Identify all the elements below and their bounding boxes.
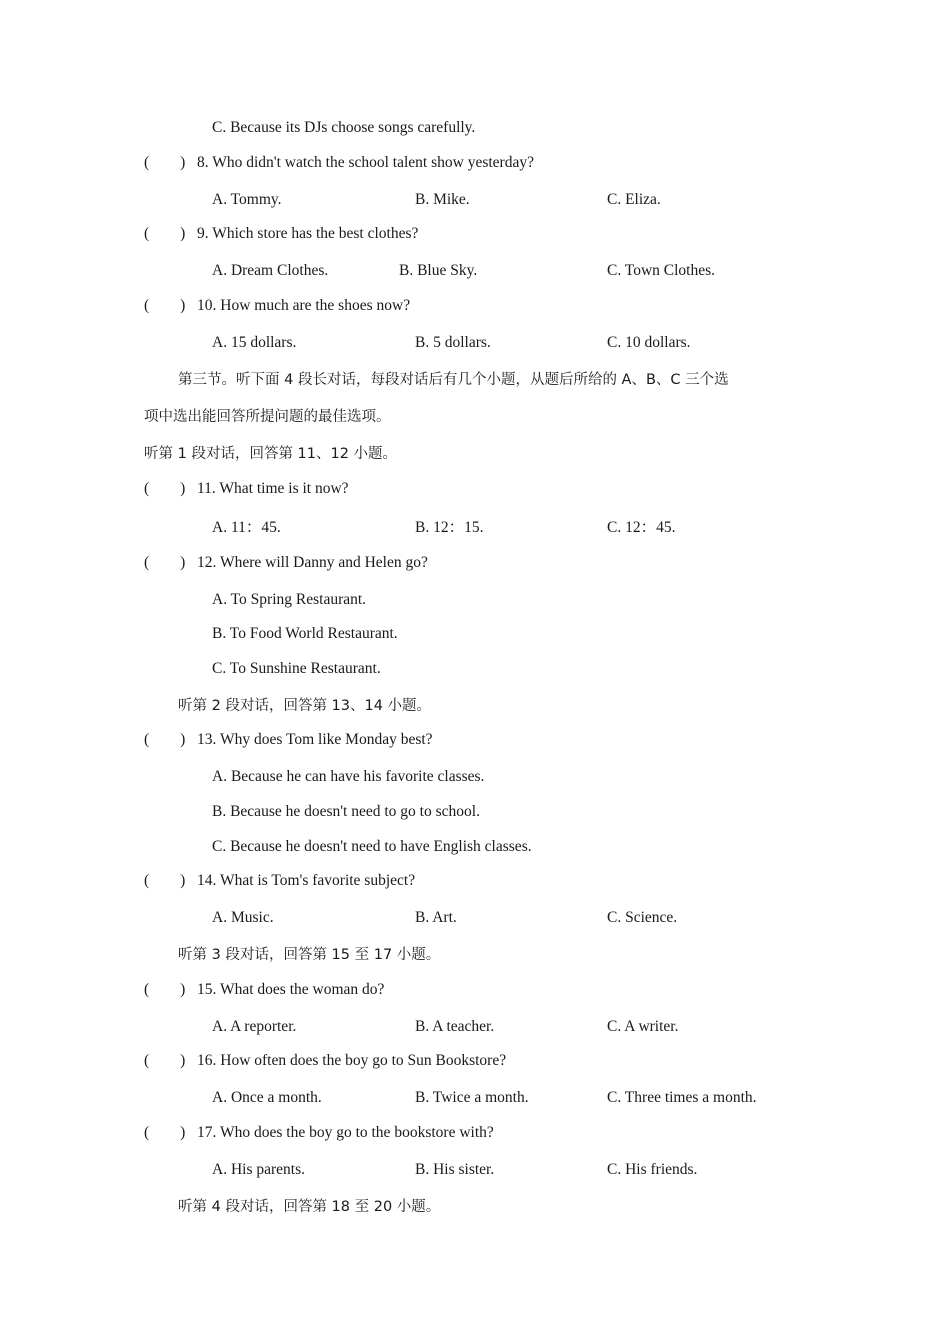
q17-option-c: C. His friends.: [607, 1161, 698, 1178]
q11-answer-blank: ( ): [144, 480, 186, 497]
q16-option-b: B. Twice a month.: [415, 1089, 529, 1106]
q15-question: 15. What does the woman do?: [197, 981, 385, 998]
q16-question: 16. How often does the boy go to Sun Bookstore?: [197, 1052, 507, 1069]
q17-question: 17. Who does the boy go to the bookstore with?: [197, 1124, 494, 1141]
dialog2-heading: 听第 2 段对话，回答第 13、14 小题。: [178, 698, 432, 714]
q17-answer-blank: ( ): [144, 1124, 186, 1141]
q11-option-c: C. 12：45.: [607, 519, 676, 536]
q16-answer-blank: ( ): [144, 1052, 186, 1069]
q9-question: 9. Which store has the best clothes?: [197, 225, 419, 242]
q10-answer-blank: ( ): [144, 297, 186, 314]
q9-option-c: C. Town Clothes.: [607, 262, 716, 279]
q16-option-c: C. Three times a month.: [607, 1089, 757, 1106]
q9-option-a: A. Dream Clothes.: [212, 262, 329, 279]
q15-answer-blank: ( ): [144, 981, 186, 998]
q7-option-c: C. Because its DJs choose songs carefully.: [212, 119, 476, 136]
q8-option-c: C. Eliza.: [607, 191, 661, 208]
section3-instruction-line2: 项中选出能回答所提问题的最佳选项。: [144, 409, 391, 425]
dialog1-heading: 听第 1 段对话，回答第 11、12 小题。: [144, 446, 398, 462]
q14-option-c: C. Science.: [607, 909, 678, 926]
q12-option-c: C. To Sunshine Restaurant.: [212, 660, 381, 677]
q13-question: 13. Why does Tom like Monday best?: [197, 731, 433, 748]
q13-option-a: A. Because he can have his favorite classes.: [212, 768, 485, 785]
q15-option-c: C. A writer.: [607, 1018, 679, 1035]
q14-question: 14. What is Tom's favorite subject?: [197, 872, 416, 889]
q11-option-b: B. 12：15.: [415, 519, 484, 536]
q10-option-b: B. 5 dollars.: [415, 334, 491, 351]
q14-option-a: A. Music.: [212, 909, 274, 926]
q13-option-b: B. Because he doesn't need to go to school.: [212, 803, 480, 820]
q12-answer-blank: ( ): [144, 554, 186, 571]
q14-option-b: B. Art.: [415, 909, 457, 926]
q15-option-b: B. A teacher.: [415, 1018, 495, 1035]
dialog3-heading: 听第 3 段对话，回答第 15 至 17 小题。: [178, 947, 441, 963]
q12-option-b: B. To Food World Restaurant.: [212, 625, 398, 642]
q16-option-a: A. Once a month.: [212, 1089, 322, 1106]
q17-option-b: B. His sister.: [415, 1161, 495, 1178]
q9-option-b: B. Blue Sky.: [399, 262, 478, 279]
dialog4-heading: 听第 4 段对话，回答第 18 至 20 小题。: [178, 1199, 441, 1215]
q12-option-a: A. To Spring Restaurant.: [212, 591, 367, 608]
q13-answer-blank: ( ): [144, 731, 186, 748]
q8-option-a: A. Tommy.: [212, 191, 282, 208]
q10-option-c: C. 10 dollars.: [607, 334, 691, 351]
q8-option-b: B. Mike.: [415, 191, 470, 208]
q8-question: 8. Who didn't watch the school talent show yesterday?: [197, 154, 534, 171]
q8-answer-blank: ( ): [144, 154, 186, 171]
q14-answer-blank: ( ): [144, 872, 186, 889]
q17-option-a: A. His parents.: [212, 1161, 305, 1178]
q9-answer-blank: ( ): [144, 225, 186, 242]
q10-option-a: A. 15 dollars.: [212, 334, 297, 351]
q12-question: 12. Where will Danny and Helen go?: [197, 554, 428, 571]
q13-option-c: C. Because he doesn't need to have English classes.: [212, 838, 532, 855]
q11-question: 11. What time is it now?: [197, 480, 349, 497]
q10-question: 10. How much are the shoes now?: [197, 297, 411, 314]
q15-option-a: A. A reporter.: [212, 1018, 297, 1035]
q11-option-a: A. 11：45.: [212, 519, 281, 536]
section3-instruction-line1: 第三节。听下面 4 段长对话，每段对话后有几个小题，从题后所给的 A、B、C 三个选: [178, 372, 729, 388]
